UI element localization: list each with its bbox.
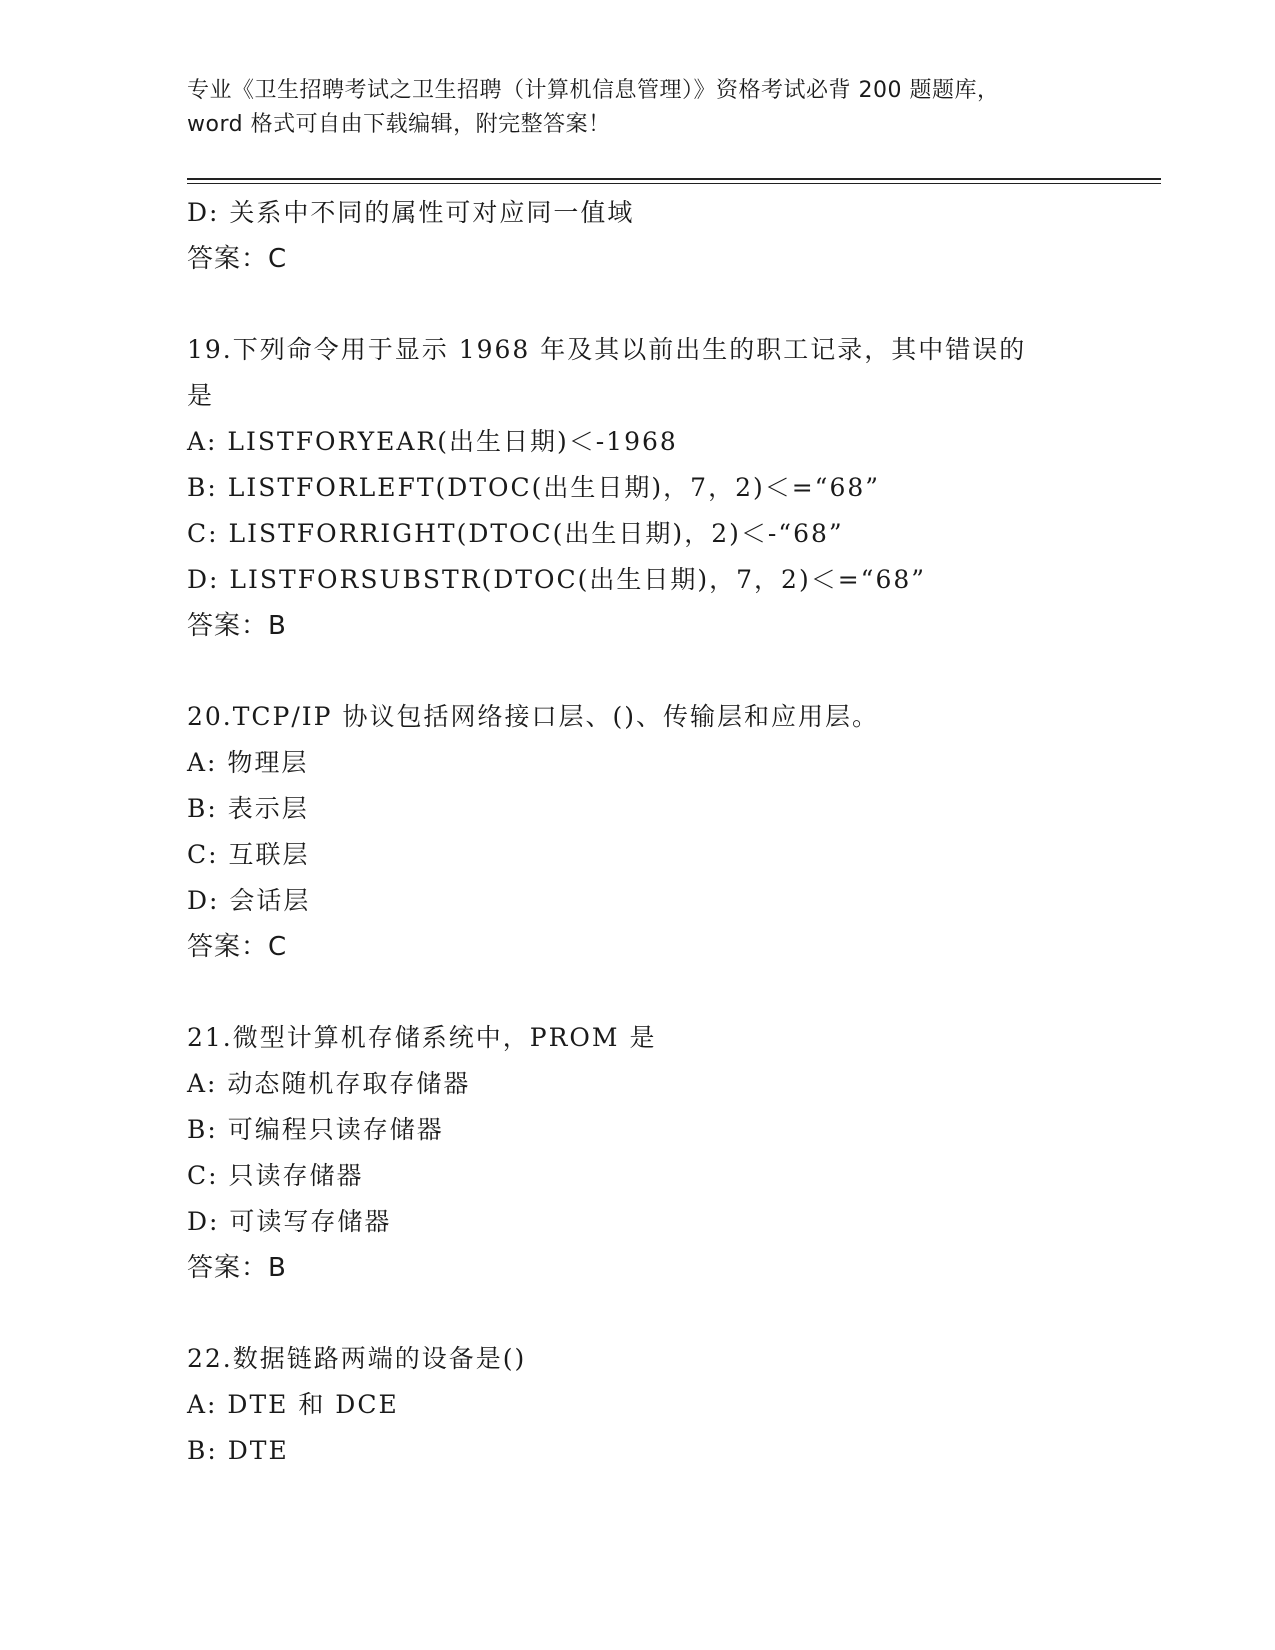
question-20-option-d: D: 会话层 xyxy=(187,886,311,915)
question-19-title-line-2: 是 xyxy=(187,381,215,410)
question-21-option-a: A: 动态随机存取存储器 xyxy=(187,1069,471,1098)
question-19-title-line-1: 19.下列命令用于显示 1968 年及其以前出生的职工记录，其中错误的 xyxy=(187,335,1027,364)
question-21-option-c: C: 只读存储器 xyxy=(187,1161,364,1190)
prev-option-d: D: 关系中不同的属性可对应同一值域 xyxy=(187,198,635,227)
question-22-option-a: A: DTE 和 DCE xyxy=(187,1390,399,1419)
question-21-title: 21.微型计算机存储系统中，PROM 是 xyxy=(187,1023,657,1052)
question-20-option-c: C: 互联层 xyxy=(187,840,310,869)
question-19-option-c: C: LISTFORRIGHT(DTOC(出生日期)，2)＜-“68” xyxy=(187,519,844,548)
question-20-option-b: B: 表示层 xyxy=(187,794,309,823)
question-22-title: 22.数据链路两端的设备是() xyxy=(187,1344,527,1373)
question-21-answer: 答案：B xyxy=(187,1253,287,1283)
prev-answer: 答案：C xyxy=(187,244,288,274)
question-20-answer: 答案：C xyxy=(187,932,288,962)
question-19-option-d: D: LISTFORSUBSTR(DTOC(出生日期)，7，2)＜=“68” xyxy=(187,565,927,594)
question-content xyxy=(187,190,1087,1474)
header-line-1: 专业《卫生招聘考试之卫生招聘（计算机信息管理）》资格考试必背 200 题题库， xyxy=(187,78,1000,103)
question-20-title: 20.TCP/IP 协议包括网络接口层、()、传输层和应用层。 xyxy=(187,702,879,731)
question-22-option-b: B: DTE xyxy=(187,1436,289,1465)
question-20-option-a: A: 物理层 xyxy=(187,748,309,777)
question-21-option-b: B: 可编程只读存储器 xyxy=(187,1115,444,1144)
question-19-option-b: B: LISTFORLEFT(DTOC(出生日期)，7，2)＜=“68” xyxy=(187,473,881,502)
header-divider-thick xyxy=(187,178,1161,180)
header-line-2: word 格式可自由下载编辑，附完整答案！ xyxy=(187,112,611,137)
question-19-option-a: A: LISTFORYEAR(出生日期)＜-1968 xyxy=(187,427,678,456)
header-divider-thin xyxy=(187,183,1161,184)
spacer xyxy=(187,282,1087,327)
spacer xyxy=(187,970,1087,1015)
question-19-answer: 答案：B xyxy=(187,611,287,641)
document-header xyxy=(187,74,1087,142)
spacer xyxy=(187,1291,1087,1336)
spacer xyxy=(187,649,1087,694)
question-21-option-d: D: 可读写存储器 xyxy=(187,1207,392,1236)
